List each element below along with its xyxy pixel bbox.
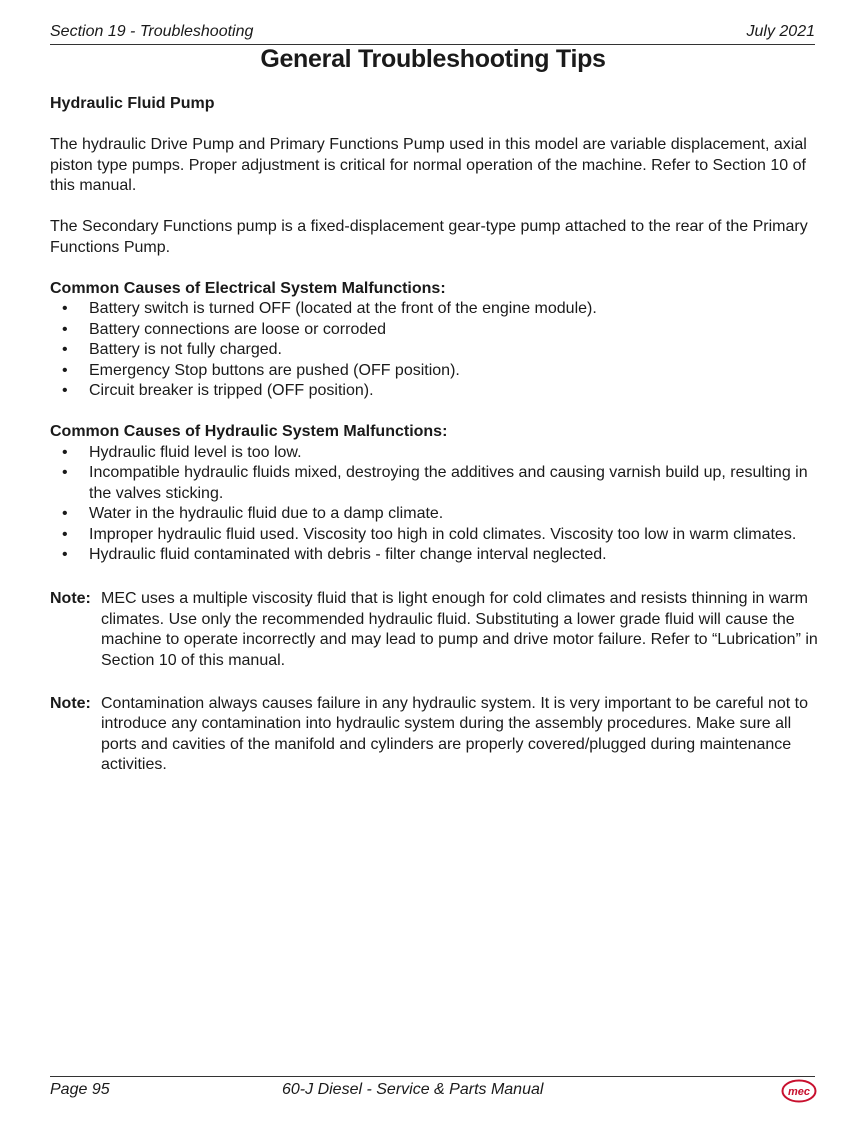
page-title: General Troubleshooting Tips xyxy=(260,45,606,73)
list-item xyxy=(50,443,818,464)
note-contamination xyxy=(50,694,818,776)
logo-text: mec xyxy=(787,1086,811,1098)
page-header xyxy=(50,22,815,45)
list-item xyxy=(50,340,818,361)
electrical-heading: Common Causes of Electrical System Malfunctions: xyxy=(50,279,446,297)
page-number: Page 95 xyxy=(50,1081,110,1098)
bullet-icon: • xyxy=(62,443,68,461)
bullet-icon: • xyxy=(62,525,68,543)
list-item-text: Hydraulic fluid contaminated with debris - filter change interval neglected. xyxy=(89,546,607,563)
bullet-icon: • xyxy=(62,546,68,563)
list-item-text: Circuit breaker is tripped (OFF position). xyxy=(89,382,374,399)
pump-paragraph-1: The hydraulic Drive Pump and Primary Functions Pump used in this model are variable displacement, axial piston type pumps. Proper adjustment is critical for normal operation of the machine. Refer to Section 10 of this manual. xyxy=(50,136,807,194)
section-label: Section 19 - Troubleshooting xyxy=(50,23,254,40)
note-text: Contamination always causes failure in any hydraulic system. It is very important to be careful not to introduce any contamination into hydraulic system during the assembly procedures. Make sure all ports and cavities of the manifold and cylinders are properly covered/plugged during maintenance activities. xyxy=(101,694,808,773)
list-item xyxy=(50,361,818,382)
list-item-text: Incompatible hydraulic fluids mixed, destroying the additives and causing varnish build up, resulting in the valves sticking. xyxy=(89,464,808,502)
list-item-text: Battery switch is turned OFF (located at the front of the engine module). xyxy=(89,300,597,317)
list-item xyxy=(50,525,818,546)
list-item-text: Hydraulic fluid level is too low. xyxy=(89,443,302,461)
list-item-text: Battery connections are loose or corroded xyxy=(89,320,387,338)
date-label: July 2021 xyxy=(746,23,815,40)
list-item-text: Water in the hydraulic fluid due to a damp climate. xyxy=(89,505,444,522)
page-content xyxy=(50,94,818,776)
bullet-icon: • xyxy=(62,464,68,481)
hydraulic-heading: Common Causes of Hydraulic System Malfunctions: xyxy=(50,423,448,440)
bullet-icon: • xyxy=(62,382,68,399)
hydraulic-list xyxy=(50,443,818,566)
note-text: MEC uses a multiple viscosity fluid that is light enough for cold climates and resists thinning in warm climates. Use only the recommended hydraulic fluid. Substituting a lower grade fluid will cause the machine to operate incorrectly and may lead to pump and drive motor failure. Refer to “Lubrication” in Section 10 of this manual. xyxy=(101,590,818,669)
note-label: Note: xyxy=(50,694,91,712)
list-item xyxy=(50,463,818,504)
list-item xyxy=(50,381,818,402)
list-item xyxy=(50,504,818,525)
list-item xyxy=(50,545,818,566)
list-item-text: Improper hydraulic fluid used. Viscosity too high in cold climates. Viscosity too low in warm climates. xyxy=(89,525,797,543)
note-viscosity xyxy=(50,589,818,671)
page-footer xyxy=(50,1076,815,1107)
note-label: Note: xyxy=(50,590,91,607)
bullet-icon: • xyxy=(62,361,68,379)
electrical-list xyxy=(50,299,818,402)
bullet-icon: • xyxy=(62,300,68,317)
bullet-icon: • xyxy=(62,341,68,358)
bullet-icon: • xyxy=(62,505,68,522)
manual-title: 60-J Diesel - Service & Parts Manual xyxy=(282,1081,544,1098)
list-item-text: Battery is not fully charged. xyxy=(89,341,282,358)
pump-paragraph-2: The Secondary Functions pump is a fixed-displacement gear-type pump attached to the rear of the Primary Functions Pump. xyxy=(50,218,808,256)
list-item xyxy=(50,320,818,341)
pump-heading: Hydraulic Fluid Pump xyxy=(50,95,215,112)
list-item-text: Emergency Stop buttons are pushed (OFF position). xyxy=(89,361,460,379)
mec-logo-icon xyxy=(781,1079,817,1103)
list-item xyxy=(50,299,818,320)
bullet-icon: • xyxy=(62,320,68,338)
